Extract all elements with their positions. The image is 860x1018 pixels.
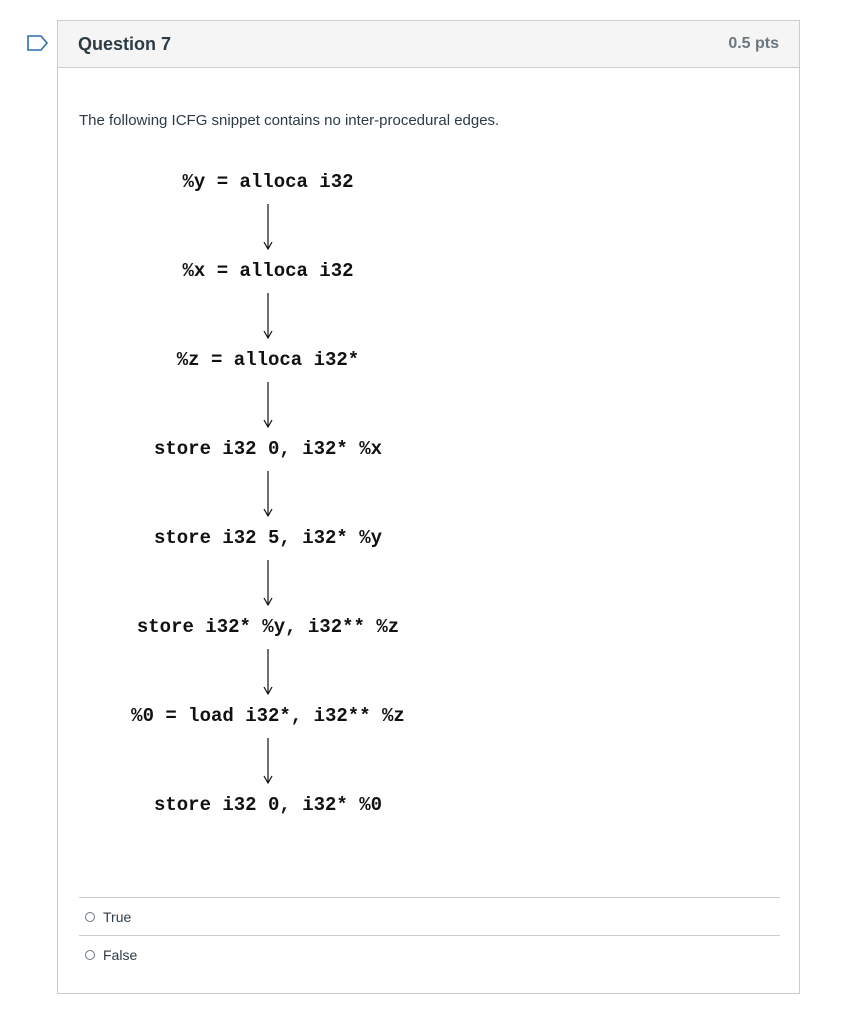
question-title: Question 7 bbox=[78, 33, 172, 54]
cfg-node: store i32* %y, i32** %z bbox=[136, 616, 400, 638]
answer-label: True bbox=[103, 908, 132, 925]
radio-button[interactable] bbox=[85, 912, 95, 922]
answer-list bbox=[79, 897, 780, 973]
answer-label: False bbox=[103, 946, 138, 963]
answer-option-true[interactable] bbox=[79, 897, 780, 935]
cfg-edge-arrow bbox=[262, 293, 274, 339]
cfg-node: store i32 0, i32* %0 bbox=[153, 794, 383, 816]
cfg-node: %0 = load i32*, i32** %z bbox=[131, 705, 405, 727]
question-points: 0.5 pts bbox=[728, 35, 779, 52]
cfg-node: %y = alloca i32 bbox=[182, 171, 354, 193]
cfg-node: store i32 5, i32* %y bbox=[153, 527, 383, 549]
cfg-node: %z = alloca i32* bbox=[176, 349, 360, 371]
cfg-edge-arrow bbox=[262, 382, 274, 428]
cfg-node: %x = alloca i32 bbox=[182, 260, 354, 282]
cfg-edge-arrow bbox=[262, 471, 274, 517]
answer-option-false[interactable] bbox=[79, 935, 780, 973]
question-header bbox=[58, 21, 799, 68]
question-text: The following ICFG snippet contains no inter-procedural edges. bbox=[79, 112, 500, 129]
cfg-edge-arrow bbox=[262, 738, 274, 784]
question-card bbox=[57, 20, 800, 994]
cfg-node: store i32 0, i32* %x bbox=[153, 438, 383, 460]
cfg-edge-arrow bbox=[262, 649, 274, 695]
cfg-edge-arrow bbox=[262, 560, 274, 606]
flag-question-icon[interactable] bbox=[26, 34, 50, 52]
cfg-edge-arrow bbox=[262, 204, 274, 250]
radio-button[interactable] bbox=[85, 950, 95, 960]
icfg-diagram bbox=[128, 161, 408, 841]
